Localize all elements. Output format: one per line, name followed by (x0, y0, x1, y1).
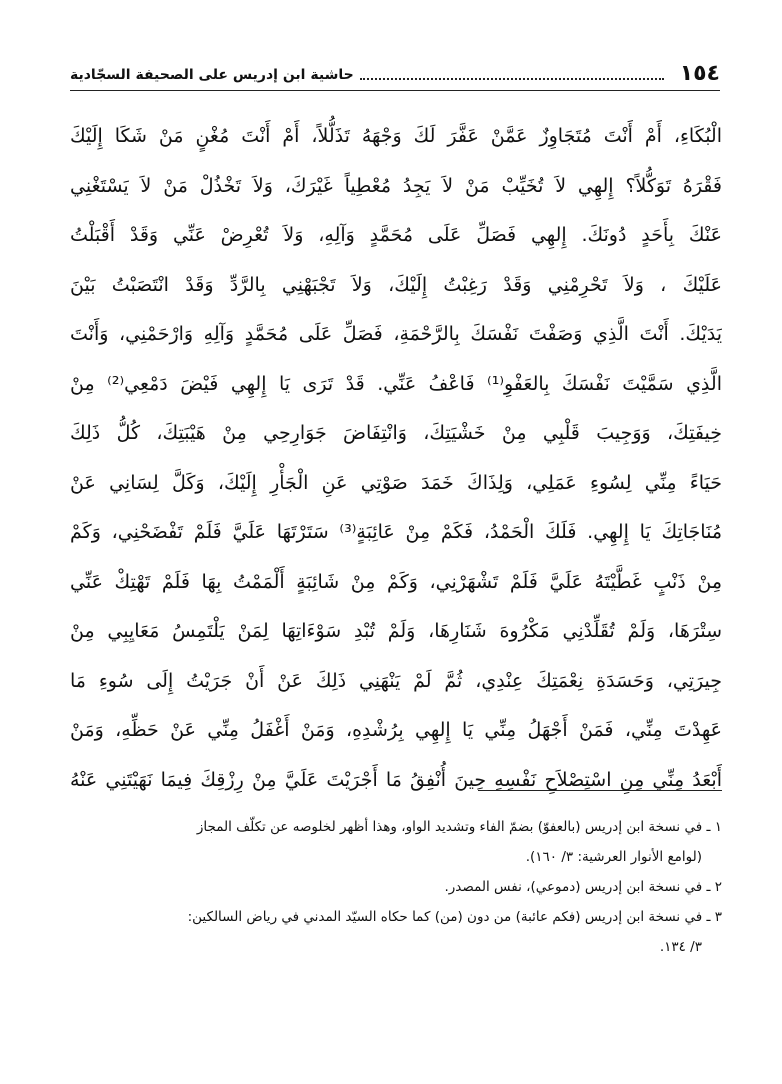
text-line: عَهِدْتَ مِنِّي، فَمَنْ أَجْهَلُ مِنِّي يَا إِلهِي بِرُشْدِهِ، وَمَنْ أَغْفَلُ مِنِّي عَنْ حَظِّهِ، وَمَنْ (70, 719, 722, 741)
footnote-1: ١ ـ في نسخة ابن إدريس (بالعفوّ) بضمّ الفاء وتشديد الواو، وهذا أظهر لخلوصه عن تكلّف المجاز (196, 819, 722, 835)
text-line: حَيَاءً مِنِّي لِسُوءِ عَمَلِي، وَلِذَاكَ خَمَدَ صَوْتِي عَنِ الْجَأْرِ إِلَيْكَ، وَكَلَّ لِسَانِي عَنْ (70, 471, 722, 494)
footnote-2: ٢ ـ في نسخة ابن إدريس (دموعي)، نفس المصدر. (444, 879, 722, 895)
running-title: حاشية ابن إدريس على الصحيفة السجّادية (70, 67, 354, 83)
text-line: خِيفَتِكَ، وَوَجِيبَ قَلْبِي مِنْ خَشْيَتِكَ، وَانْتِفَاضَ جَوَارِحِي مِنْ هَيْبَتِكَ، كُلُّ ذَلِكَ (70, 422, 722, 444)
footnote-3-continuation: ٣/ ١٣٤. (659, 939, 702, 955)
footnote-3: ٣ ـ في نسخة ابن إدريس (فكم عائبة) من دون (من) كما حكاه السيّد المدني في رياض السالكين: (187, 909, 722, 925)
text-line: مِنْ ذَنْبٍ غَطَّيْتَهُ عَلَيَّ فَلَمْ تَشْهَرْنِي، وَكَمْ مِنْ شَائِبَةٍ أَلْمَمْتُ بِهَا فَلَمْ تَهْتِكْ عَنِّي (70, 570, 722, 593)
header-dot-leader (360, 77, 664, 80)
page-number: ١٥٤ (679, 61, 720, 86)
text-line: الْبُكَاءِ، أَمْ أَنْتَ مُتَجَاوِزٌ عَمَّنْ عَفَّرَ لَكَ وَجْهَهُ تَذَلُّلاً، أَمْ أَنْتَ مُغْنٍ مَنْ شَكَا إِلَيْكَ (70, 125, 722, 147)
text-line: جِيرَتِي، وَحَسَدَةِ نِعْمَتِكَ عِنْدِي، ثُمَّ لَمْ يَنْهَنِي ذَلِكَ عَنْ أَنْ جَرَيْتُ إِلَى سُوءِ مَا (70, 669, 722, 692)
text-line: الَّذِي سَمَّيْتَ نَفْسَكَ بِالعَفْوِ⁽¹⁾ فَاعْفُ عَنِّي. قَدْ تَرَى يَا إِلهِي فَيْضَ دَمْعِي⁽²⁾ مِنْ (70, 372, 722, 395)
text-line: مُنَاجَاتِكَ يَا إِلهِي. فَلَكَ الْحَمْدُ، فَكَمْ مِنْ عَائِبَةٍ⁽³⁾ سَتَرْتَهَا عَلَيَّ فَلَمْ تَفْضَحْنِي، وَكَمْ (70, 521, 722, 543)
page-header (70, 58, 720, 86)
header-rule (70, 90, 720, 91)
text-line: فَقْرَهُ تَوَكُّلاً؟ إِلهِي لاَ تُخَيِّبْ مَنْ لاَ يَجِدُ مُعْطِياً غَيْرَكَ، وَلاَ تَخْذُلْ مَنْ لاَ يَسْتَغْنِي (70, 174, 722, 197)
text-line: يَدَيْكَ. أَنْتَ الَّذِي وَصَفْتَ نَفْسَكَ بِالرَّحْمَةِ، فَصَلِّ عَلَى مُحَمَّدٍ وَآلِهِ وَارْحَمْنِي، وَأَنْتَ (70, 323, 722, 345)
main-text (70, 112, 722, 805)
text-line: عَلَيْكَ ، وَلاَ تَحْرِمْنِي وَقَدْ رَغِبْتُ إِلَيْكَ، وَلاَ تَجْبَهْنِي بِالرَّدِّ وَقَدْ انْتَصَبْتُ بَيْنَ (70, 273, 722, 296)
footnotes (60, 812, 722, 962)
footnote-1-continuation: (لوامع الأنوار العرشية: ٣/ ١٦٠). (525, 849, 702, 865)
text-line: سِتْرَهَا، وَلَمْ تُقَلِّدْنِي مَكْرُوهَ شَنَارِهَا، وَلَمْ تُبْدِ سَوْءَاتِهَا لِمَنْ يَلْتَمِسُ مَعَايِبِي مِنْ (70, 620, 722, 642)
text-line: عَنْكَ بِأَحَدٍ دُونَكَ. إِلهِي فَصَلِّ عَلَى مُحَمَّدٍ وَآلِهِ، وَلاَ تُعْرِضْ عَنِّي وَقَدْ أَقْبَلْتُ (70, 224, 722, 246)
footnote-separator (478, 790, 722, 791)
text-line: أَبْعَدُ مِنِّي مِنِ اسْتِصْلاَحِ نَفْسِهِ حِينَ أُنْفِقُ مَا أَجْرَيْتَ عَلَيَّ مِنْ رِزْقِكَ فِيمَا نَهَيْتَنِي عَنْهُ (70, 768, 722, 791)
